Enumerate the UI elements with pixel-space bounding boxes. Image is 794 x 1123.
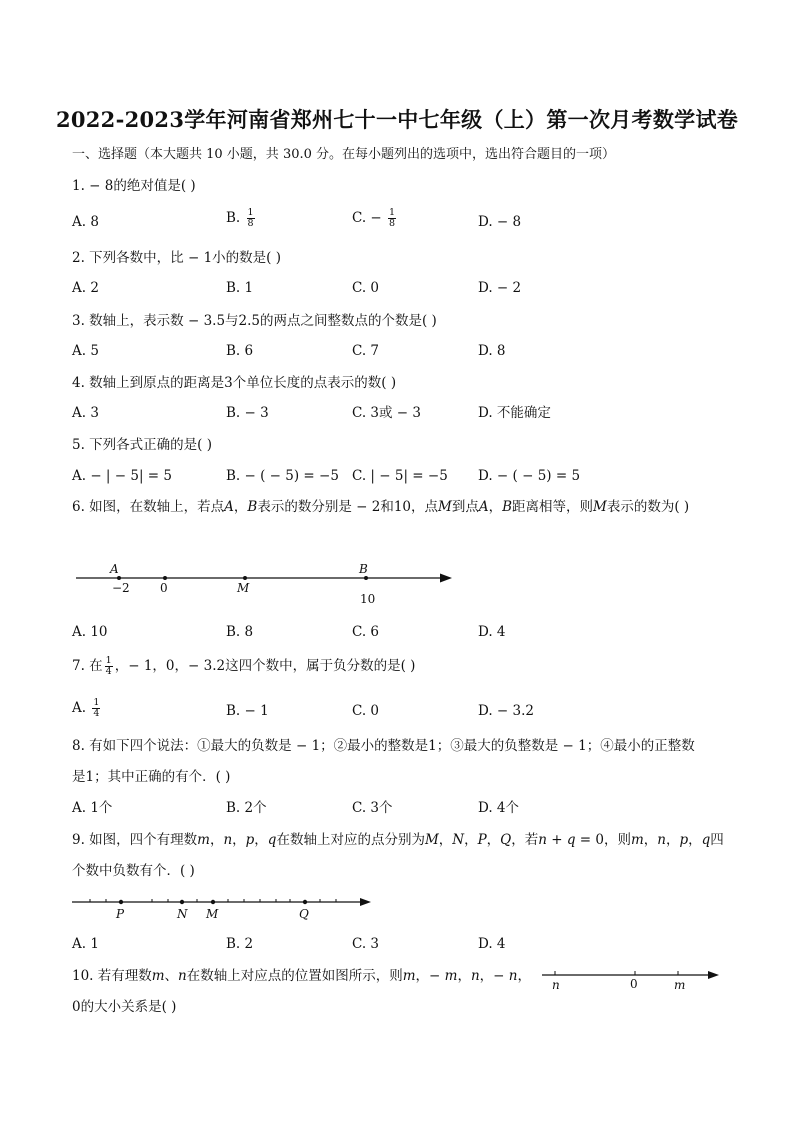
label-b: B [359,562,368,576]
label-b-value: 10 [360,592,376,606]
question-8-line-1: 8. 有如下四个说法：①最大的负数是 − 1；②最小的整数是1；③最大的负整数是 − 1；④最小的正整数 [72,738,695,754]
label-m: m [674,978,686,992]
fraction: $\frac{1}{8}$ [247,207,254,229]
q7-option-b[interactable]: B. − 1 [226,703,269,719]
question-6: 6. 如图，在数轴上，若点𝐴，𝐵表示的数分别是 − 2和10，点𝑀到点𝐴，𝐵距离相等，则𝑀表示的数为( ) [72,499,690,515]
question-2: 2. 下列各数中，比 − 1小的数是( ) [72,250,281,266]
q5-option-c[interactable]: C. | − 5| = −5 [352,468,448,484]
q7-option-c[interactable]: C. 0 [352,703,380,719]
q1-option-b[interactable]: B. $\frac{1}{8}$ [226,207,254,229]
point-m [211,900,215,904]
point-q [303,900,307,904]
page-title: 2022-2023学年河南省郑州七十一中七年级（上）第一次月考数学试卷 [55,107,739,132]
q10-number-line [540,964,724,994]
label-q: Q [299,907,309,921]
q4-option-b[interactable]: B. − 3 [226,405,269,421]
point-m [243,576,247,580]
q8-option-c[interactable]: C. 3个 [352,800,393,816]
question-8-line-2: 是1；其中正确的有个．( ) [72,769,231,785]
label-m: M [237,581,250,595]
q4-option-d[interactable]: D. 不能确定 [478,405,551,421]
q8-option-b[interactable]: B. 2个 [226,800,267,816]
axis-arrow [708,971,719,979]
q9-option-c[interactable]: C. 3 [352,936,380,952]
label-n: n [552,978,560,992]
axis-arrow [440,574,452,583]
q7-option-d[interactable]: D. − 3.2 [478,703,534,719]
question-5: 5. 下列各式正确的是( ) [72,437,212,453]
q6-number-line [70,560,460,610]
label-zero: 0 [160,581,168,595]
label-n: N [177,907,188,921]
q6-option-b[interactable]: B. 8 [226,624,254,640]
q1-option-c[interactable]: C. − $\frac{1}{8}$ [352,207,396,229]
section-heading: 一、选择题（本大题共 10 小题，共 30.0 分。在每小题列出的选项中，选出符合题目的一项） [72,147,616,162]
point-a [117,576,121,580]
q3-option-d[interactable]: D. 8 [478,343,506,359]
q6-option-c[interactable]: C. 6 [352,624,380,640]
question-4: 4. 数轴上到原点的距离是3个单位长度的点表示的数( ) [72,375,397,391]
question-1: 1. − 8的绝对值是( ) [72,178,196,194]
point-b [364,576,368,580]
fraction: $\frac{1}{4}$ [105,655,112,677]
label-p: P [116,907,125,921]
fraction: $\frac{1}{8}$ [389,207,396,229]
label-a: A [110,562,119,576]
question-3: 3. 数轴上，表示数 − 3.5与2.5的两点之间整数点的个数是( ) [72,313,437,329]
point-p [119,900,123,904]
q1-option-a[interactable]: A. 8 [72,214,99,230]
q6-option-d[interactable]: D. 4 [478,624,506,640]
q4-option-a[interactable]: A. 3 [72,405,99,421]
q3-option-c[interactable]: C. 7 [352,343,380,359]
point-n [180,900,184,904]
q2-option-c[interactable]: C. 0 [352,280,380,296]
q9-number-line [70,890,380,926]
q2-option-b[interactable]: B. 1 [226,280,254,296]
q5-option-d[interactable]: D. − ( − 5) = 5 [478,468,581,484]
label-m: M [206,907,219,921]
q7-option-a[interactable]: A. $\frac{1}{4}$ [72,697,100,719]
q6-option-a[interactable]: A. 10 [72,624,108,640]
label-zero: 0 [630,977,638,991]
q9-option-d[interactable]: D. 4 [478,936,506,952]
question-9-line-2: 个数中负数有个．( ) [72,863,195,879]
question-10-line-1: 10. 若有理数𝑚、𝑛在数轴上对应点的位置如图所示，则𝑚，− 𝑚，𝑛，− 𝑛， [72,968,531,984]
q1-option-d[interactable]: D. − 8 [478,214,522,230]
q9-option-a[interactable]: A. 1 [72,936,99,952]
q8-option-a[interactable]: A. 1个 [72,800,113,816]
q5-option-b[interactable]: B. − ( − 5) = −5 [226,468,339,484]
question-9-line-1: 9. 如图，四个有理数𝑚，𝑛，𝑝，𝑞在数轴上对应的点分别为𝑀，𝑁，𝑃，𝑄，若𝑛 + 𝑞 = 0，则𝑚，𝑛，𝑝，𝑞四 [72,832,724,848]
q3-option-a[interactable]: A. 5 [72,343,99,359]
point-origin [163,576,167,580]
q8-option-d[interactable]: D. 4个 [478,800,520,816]
question-10-line-2: 0的大小关系是( ) [72,999,177,1015]
fraction: $\frac{1}{4}$ [93,697,100,719]
q4-option-c[interactable]: C. 3或 − 3 [352,405,422,421]
q2-option-d[interactable]: D. − 2 [478,280,522,296]
label-a-value: −2 [112,581,130,595]
axis-arrow [360,898,371,906]
q3-option-b[interactable]: B. 6 [226,343,254,359]
q9-option-b[interactable]: B. 2 [226,936,254,952]
q2-option-a[interactable]: A. 2 [72,280,99,296]
q5-option-a[interactable]: A. − | − 5| = 5 [72,468,172,484]
question-7: 7. 在 $\frac{1}{4}$ ，− 1，0，− 3.2这四个数中，属于负分数的是( ) [72,655,416,677]
